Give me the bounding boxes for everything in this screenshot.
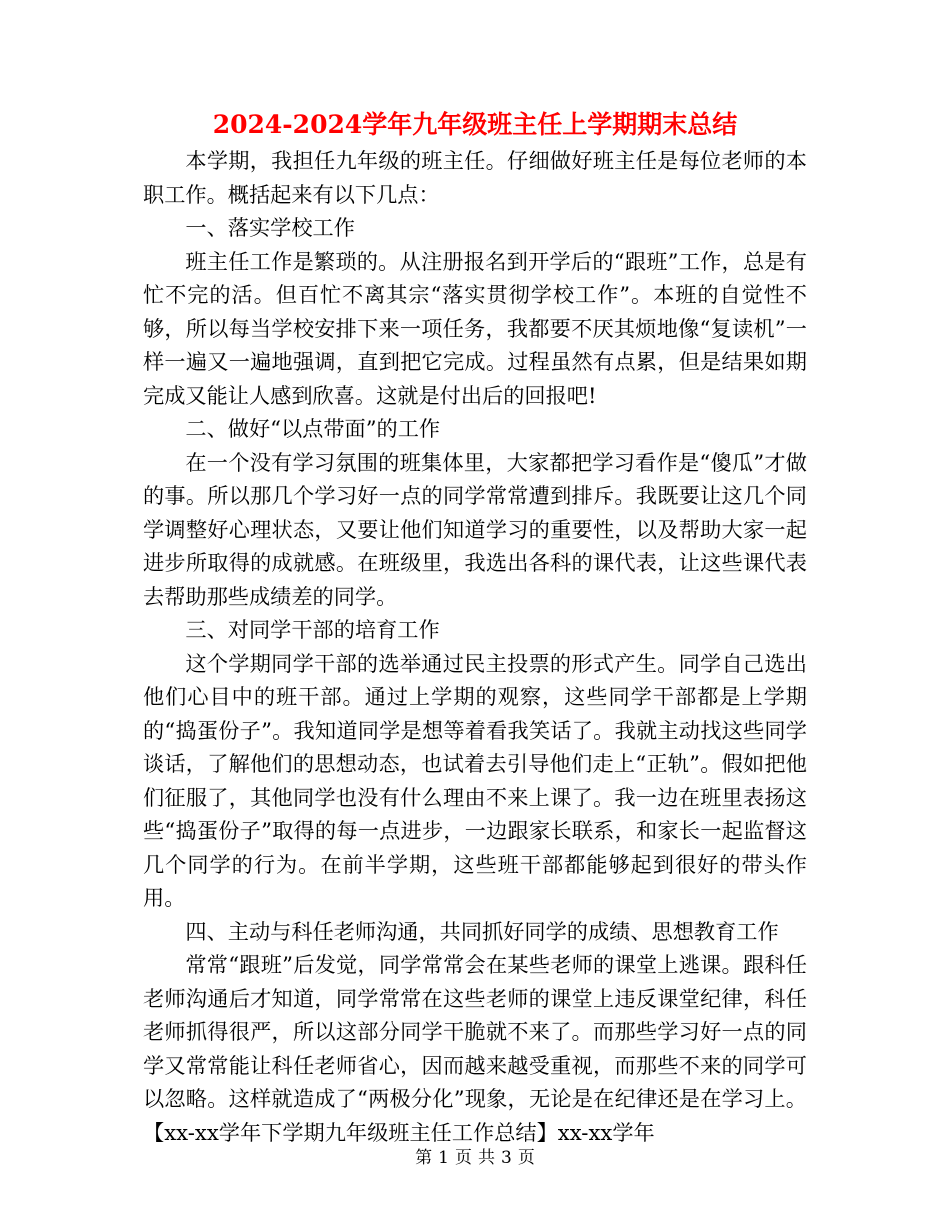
paragraph-intro: 本学期，我担任九年级的班主任。仔细做好班主任是每位老师的本职工作。概括起来有以下几点： bbox=[143, 148, 807, 207]
section-heading-2: 二、做好“以点带面”的工作 bbox=[185, 416, 441, 441]
document-title: 2024-2024学年九年级班主任上学期期末总结 bbox=[212, 110, 738, 139]
footer-current-page: 1 bbox=[438, 1148, 449, 1168]
section-heading-3: 三、对同学干部的培育工作 bbox=[185, 617, 440, 642]
paragraph-section-4: 常常“跟班”后发觉，同学常常会在某些老师的课堂上逃课。跟科任老师沟通后才知道，同学常常在这些老师的课堂上违反课堂纪律，科任老师抓得很严，所以这部分同学干脆就不来了。而那些学习好一点的同学又常常能让科任老师省心，因而越来越受重视，而那些不来的同学可以忽略。这样就造成了“两极分化”现象，无论是在纪律还是在学习上。【xx-xx学年下学期九年级班主任工作总结】xx-xx学年 bbox=[143, 952, 807, 1145]
document-body bbox=[143, 144, 807, 1149]
footer-prefix: 第 bbox=[415, 1148, 433, 1168]
paragraph-section-3: 这个学期同学干部的选举通过民主投票的形式产生。同学自己选出他们心目中的班干部。通过上学期的观察，这些同学干部都是上学期的“捣蛋份子”。我知道同学是想等着看我笑话了。我就主动找这些同学谈话，了解他们的思想动态，也试着去引导他们走上“正轨”。假如把他们征服了，其他同学也没有什么理由不来上课了。我一边在班里表扬这些“捣蛋份子”取得的每一点进步，一边跟家长联系，和家长一起监督这几个同学的行为。在前半学期，这些班干部都能够起到很好的带头作用。 bbox=[143, 650, 807, 910]
footer-total-prefix: 共 bbox=[478, 1148, 495, 1168]
footer-total-pages: 3 bbox=[501, 1148, 512, 1168]
footer-total-suffix: 页 bbox=[517, 1148, 535, 1168]
document-page bbox=[143, 106, 807, 1149]
section-heading-4: 四、主动与科任老师沟通，共同抓好同学的成绩、思想教育工作 bbox=[185, 918, 779, 944]
section-heading-1: 一、落实学校工作 bbox=[185, 215, 355, 240]
paragraph-section-2: 在一个没有学习氛围的班集体里，大家都把学习看作是“傻瓜”才做的事。所以那几个学习好一点的同学常常遭到排斥。我既要让这几个同学调整好心理状态，又要让他们知道学习的重要性，以及帮助大家一起进步所取得的成就感。在班级里，我选出各科的课代表，让这些课代表去帮助那些成绩差的同学。 bbox=[143, 449, 807, 609]
footer-page-label: 页 bbox=[455, 1148, 472, 1168]
paragraph-section-1: 班主任工作是繁琐的。从注册报名到开学后的“跟班”工作，总是有忙不完的活。但百忙不离其宗“落实贯彻学校工作”。本班的自觉性不够，所以每当学校安排下来一项任务，我都要不厌其烦地像“复读机”一样一遍又一遍地强调，直到把它完成。过程虽然有点累，但是结果如期完成又能让人感到欣喜。这就是付出后的回报吧! bbox=[143, 248, 807, 408]
page-number-footer bbox=[0, 1146, 950, 1170]
